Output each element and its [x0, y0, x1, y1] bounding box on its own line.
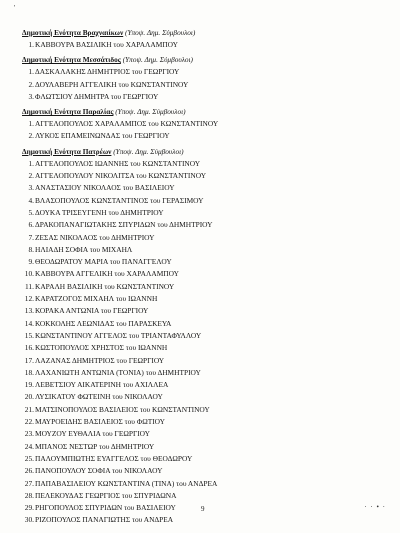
scan-mark: ' [14, 4, 16, 12]
item-number: 1 . [22, 158, 34, 170]
item-number: 26 . [22, 465, 34, 477]
item-number: 2 . [22, 79, 34, 91]
candidate-name: ΚΟΚΚΟΛΗΣ ΛΕΩΝΙΔΑΣ του ΠΑΡΑΣΚΕΥΑ [35, 318, 172, 328]
candidate-name: ΠΑΛΟΥΜΠΙΩΤΗΣ ΕΥΑΓΓΕΛΟΣ του ΘΕΟΔΩΡΟΥ [35, 453, 193, 463]
item-number: 18 . [22, 367, 34, 379]
item-number: 11 . [22, 281, 34, 293]
candidate-name: ΛΑΖΑΝΑΣ ΔΗΜΗΤΡΙΟΣ του ΓΕΩΡΓΙΟΥ [35, 355, 165, 365]
list-item [22, 502, 392, 514]
candidate-name: ΗΛΙΑΔΗ ΣΟΦΙΑ του ΜΙΧΑΗΛ [35, 244, 133, 254]
list-item [22, 219, 392, 231]
list-item [22, 342, 392, 354]
candidate-name: ΦΛΩΤΣΙΟΥ ΔΗΜΗΤΡΑ του ΓΕΩΡΓΙΟΥ [35, 91, 159, 101]
item-number: 12 . [22, 293, 34, 305]
member-list [22, 158, 392, 527]
list-item [22, 256, 392, 268]
candidate-name: ΛΑΧΑΝΙΩΤΗ ΑΝΤΩΝΙΑ (ΤΟΝΙΑ) του ΔΗΜΗΤΡΙΟΥ [35, 367, 201, 377]
item-number: 28 . [22, 490, 34, 502]
candidate-name: ΘΕΟΔΩΡΑΤΟΥ ΜΑΡΙΑ του ΠΑΝΑΓΓΕΛΟΥ [35, 257, 172, 267]
candidate-name: ΠΕΛΕΚΟΥΔΑΣ ΓΕΩΡΓΙΟΣ του ΣΠΥΡΙΔΩΝΑ [35, 490, 177, 500]
item-number: 1 . [22, 39, 34, 51]
unit-name: Δημοτική Ενότητα Παραλίας [22, 107, 114, 117]
item-number: 22 . [22, 416, 34, 428]
candidate-name: ΒΛΑΣΟΠΟΥΛΟΣ ΚΩΝΣΤΑΝΤΙΝΟΣ του ΓΕΡΑΣΙΜΟΥ [35, 195, 204, 205]
candidate-name: ΖΕΣΑΣ ΝΙΚΟΛΑΟΣ του ΔΗΜΗΤΡΙΟΥ [35, 232, 155, 242]
list-item [22, 244, 392, 256]
list-item [22, 330, 392, 342]
candidate-name: ΚΟΡΑΚΑ ΑΝΤΩΝΙΑ του ΓΕΩΡΓΙΟΥ [35, 306, 149, 316]
list-item [22, 170, 392, 182]
candidate-name: ΡΙΖΟΠΟΥΛΟΣ ΠΑΝΑΓΙΩΤΗΣ του ΑΝΔΡΕΑ [35, 515, 174, 525]
section-paralia [22, 107, 392, 143]
item-number: 3 . [22, 182, 34, 194]
list-item [22, 158, 392, 170]
section-heading [22, 147, 392, 157]
item-number: 29 . [22, 502, 34, 514]
list-item [22, 207, 392, 219]
candidate-name: ΚΑΒΒΟΥΡΑ ΑΓΓΕΛΙΚΗ του ΧΑΡΑΛΑΜΠΟΥ [35, 269, 179, 279]
item-number: 10 . [22, 268, 34, 280]
candidate-name: ΛΥΣΙΚΑΤΟΥ ΦΩΤΕΙΝΗ του ΝΙΚΟΛΑΟΥ [35, 392, 163, 402]
item-number: 19 . [22, 379, 34, 391]
candidate-name: ΛΕΒΕΤΣΙΟΥ ΑΙΚΑΤΕΡΙΝΗ του ΑΧΙΛΛΕΑ [35, 380, 169, 390]
list-item [22, 118, 392, 130]
list-item [22, 91, 392, 103]
unit-note: (Υποψ. Δημ. Σύμβουλοι) [115, 107, 186, 117]
candidate-name: ΑΓΓΕΛΟΠΟΥΛΟΥ ΝΙΚΟΛΙΤΣΑ του ΚΩΝΣΤΑΝΤΙΝΟΥ [35, 171, 207, 181]
item-number: 2 . [22, 130, 34, 142]
item-number: 7 . [22, 232, 34, 244]
item-number: 1 . [22, 66, 34, 78]
list-item [22, 232, 392, 244]
member-list [22, 39, 392, 51]
list-item [22, 130, 392, 142]
item-number: 20 . [22, 391, 34, 403]
item-number: 1 . [22, 118, 34, 130]
list-item [22, 514, 392, 526]
unit-name: Δημοτική Ενότητα Μεσσάτιδος [22, 55, 121, 65]
candidate-name: ΚΑΒΒΟΥΡΑ ΒΑΣΙΛΙΚΗ του ΧΑΡΑΛΑΜΠΟΥ [35, 40, 178, 49]
candidate-name: ΜΑΥΡΟΕΙΔΗΣ ΒΑΣΙΛΕΙΟΣ του ΦΩΤΙΟΥ [35, 417, 165, 427]
candidate-name: ΚΩΝΣΤΑΝΤΙΝΟΥ ΑΓΓΕΛΟΣ του ΤΡΙΑΝΤΑΦΥΛΛΟΥ [35, 330, 202, 340]
item-number: 6 . [22, 219, 34, 231]
list-item [22, 355, 392, 367]
list-item [22, 268, 392, 280]
candidate-name: ΛΥΚΟΣ ΕΠΑΜΕΙΝΩΝΔΑΣ του ΓΕΩΡΓΙΟΥ [35, 131, 170, 141]
list-item [22, 428, 392, 440]
list-item [22, 465, 392, 477]
item-number: 24 . [22, 441, 34, 453]
list-item [22, 478, 392, 490]
unit-note: (Υποψ. Δημ. Σύμβουλοι) [113, 146, 184, 156]
section-patra [22, 147, 392, 527]
item-number: 4 . [22, 195, 34, 207]
item-number: 16 . [22, 342, 34, 354]
member-list [22, 66, 392, 103]
item-number: 5 . [22, 207, 34, 219]
list-item [22, 441, 392, 453]
candidate-name: ΜΑΤΣΙΝΟΠΟΥΛΟΣ ΒΑΣΙΛΕΙΟΣ του ΚΩΝΣΤΑΝΤΙΝΟΥ [35, 404, 210, 414]
candidate-name: ΔΟΥΛΑΒΕΡΗ ΑΓΓΕΛΙΚΗ του ΚΩΝΣΤΑΝΤΙΝΟΥ [35, 79, 189, 89]
unit-name: Δημοτική Ενότητα Πατρέων [22, 146, 112, 156]
item-number: 14 . [22, 318, 34, 330]
list-item [22, 281, 392, 293]
candidate-name: ΜΟΥΖΟΥ ΕΥΘΑΛΙΑ του ΓΕΩΡΓΙΟΥ [35, 429, 150, 439]
list-item [22, 391, 392, 403]
item-number: 9 . [22, 256, 34, 268]
list-item [22, 416, 392, 428]
item-number: 25 . [22, 453, 34, 465]
item-number: 15 . [22, 330, 34, 342]
candidate-list [22, 28, 392, 531]
section-heading [22, 28, 392, 38]
list-item [22, 305, 392, 317]
list-item [22, 39, 392, 51]
list-item [22, 318, 392, 330]
list-item [22, 293, 392, 305]
candidate-name: ΑΝΑΣΤΑΣΙΟΥ ΝΙΚΟΛΑΟΣ του ΒΑΣΙΛΕΙΟΥ [35, 183, 175, 193]
item-number: 8 . [22, 244, 34, 256]
candidate-name: ΜΠΑΝΟΣ ΝΕΣΤΩΡ του ΔΗΜΗΤΡΙΟΥ [35, 441, 155, 451]
item-number: 30 . [22, 514, 34, 526]
list-item [22, 379, 392, 391]
candidate-name: ΠΑΠΑΒΑΣΙΛΕΙΟΥ ΚΩΝΣΤΑΝΤΙΝΑ (ΤΙΝΑ) του ΑΝΔΡΕΑ [35, 478, 218, 488]
list-item [22, 79, 392, 91]
list-item [22, 490, 392, 502]
candidate-name: ΚΑΡΑΤΖΟΓΟΣ ΜΙΧΑΗΛ του ΙΩΑΝΝΗ [35, 294, 158, 304]
candidate-name: ΡΗΓΟΠΟΥΛΟΣ ΣΠΥΡΙΔΩΝ του ΒΑΣΙΛΕΙΟΥ [35, 503, 176, 513]
candidate-name: ΚΩΣΤΟΠΟΥΛΟΣ ΧΡΗΣΤΟΣ του ΙΩΑΝΝΗ [35, 343, 168, 353]
item-number: 3 . [22, 91, 34, 103]
item-number: 13 . [22, 305, 34, 317]
list-item [22, 453, 392, 465]
candidate-name: ΑΓΓΕΛΟΠΟΥΛΟΣ ΙΩΑΝΝΗΣ του ΚΩΝΣΤΑΝΤΙΝΟΥ [35, 158, 201, 168]
list-item [22, 66, 392, 78]
unit-note: (Υποψ. Δημ. Σύμβουλοι) [125, 28, 196, 37]
section-heading [22, 55, 392, 65]
page-number: 9 [201, 505, 205, 513]
item-number: 23 . [22, 428, 34, 440]
candidate-name: ΑΓΓΕΛΟΠΟΥΛΟΣ ΧΑΡΑΛΑΜΠΟΣ του ΚΩΝΣΤΑΝΤΙΝΟΥ [35, 119, 219, 129]
unit-note: (Υποψ. Δημ. Σύμβουλοι) [122, 55, 193, 65]
candidate-name: ΚΑΡΑΛΗ ΒΑΣΙΛΙΚΗ του ΚΩΝΣΤΑΝΤΙΝΟΥ [35, 281, 175, 291]
section-messatida [22, 55, 392, 103]
list-item [22, 195, 392, 207]
unit-name: Δημοτική Ενότητα Βραχναιίκων [22, 28, 124, 37]
item-number: 21 . [22, 404, 34, 416]
item-number: 17 . [22, 355, 34, 367]
candidate-name: ΔΟΥΚΑ ΤΡΙΣΕΥΓΕΝΗ του ΔΗΜΗΤΡΙΟΥ [35, 207, 164, 217]
list-item [22, 404, 392, 416]
candidate-name: ΔΡΑΚΟΠΑΝΑΓΙΩΤΑΚΗΣ ΣΠΥΡΙΔΩΝ του ΔΗΜΗΤΡΙΟΥ [35, 220, 213, 230]
list-item [22, 367, 392, 379]
section-vrachnaiika [22, 28, 392, 51]
member-list [22, 118, 392, 143]
item-number: 27 . [22, 478, 34, 490]
candidate-name: ΔΑΣΚΑΛΑΚΗΣ ΔΗΜΗΤΡΙΟΣ του ΓΕΩΡΓΙΟΥ [35, 67, 180, 77]
candidate-name: ΠΑΝΟΠΟΥΛΟΥ ΣΟΦΙΑ του ΝΙΚΟΛΑΟΥ [35, 466, 163, 476]
section-heading [22, 107, 392, 117]
scan-mark: · · • · [364, 503, 386, 511]
item-number: 2 . [22, 170, 34, 182]
list-item [22, 182, 392, 194]
